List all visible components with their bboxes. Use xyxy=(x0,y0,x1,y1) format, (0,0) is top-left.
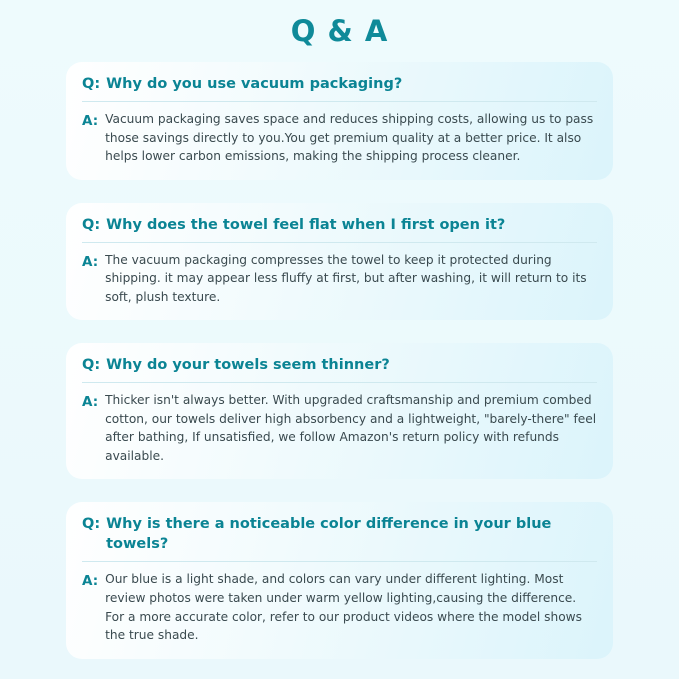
question-text: Why does the towel feel flat when I first open it? xyxy=(106,216,506,233)
question-prefix: Q: xyxy=(82,516,101,533)
faq-item xyxy=(66,343,613,479)
faq-item xyxy=(66,62,613,180)
answer-prefix: A: xyxy=(82,394,99,411)
faq-divider xyxy=(82,242,597,243)
question-text: Why do you use vacuum packaging? xyxy=(106,76,403,92)
faq-answer-row xyxy=(82,391,597,465)
faq-question-row xyxy=(82,514,597,561)
question-prefix: Q: xyxy=(82,216,101,233)
question-prefix: Q: xyxy=(82,357,101,374)
faq-divider xyxy=(82,561,597,562)
answer-text: Our blue is a light shade, and colors can vary under different lighting. Most review photos were taken under warm yellow lighting,causing the difference. For a more accurate color, refer to our product videos where the model shows the true shade. xyxy=(105,572,582,643)
question-prefix: Q: xyxy=(82,76,101,92)
faq-question-row xyxy=(82,215,597,242)
faq-answer-row xyxy=(82,570,597,644)
question-text: Why is there a noticeable color difference in your blue towels? xyxy=(106,516,552,553)
faq-item xyxy=(66,502,613,658)
faq-list xyxy=(0,62,679,659)
faq-answer-row xyxy=(82,110,597,166)
faq-divider xyxy=(82,382,597,383)
answer-text: Thicker isn't always better. With upgraded craftsmanship and premium combed cotton, our towels deliver high absorbency and a lightweight, "barely-there" feel after bathing, If unsatisfied, we follow Amazon's return policy with refunds available. xyxy=(105,393,597,463)
faq-divider xyxy=(82,101,597,102)
answer-prefix: A: xyxy=(82,573,99,590)
faq-answer-row xyxy=(82,251,597,307)
question-text: Why do your towels seem thinner? xyxy=(106,357,390,374)
answer-text: Vacuum packaging saves space and reduces shipping costs, allowing us to pass those savings directly to you.You get premium quality at a better price. It also helps lower carbon emissions, making the shipping process cleaner. xyxy=(105,112,594,164)
answer-prefix: A: xyxy=(82,253,99,270)
answer-text: The vacuum packaging compresses the towel to keep it protected during shipping. it may appear less fluffy at first, but after washing, it will return to its soft, plush texture. xyxy=(105,252,587,304)
faq-question-row xyxy=(82,355,597,382)
page-title: Q & A xyxy=(290,14,389,48)
faq-question-row xyxy=(82,74,597,101)
faq-item xyxy=(66,203,613,321)
answer-prefix: A: xyxy=(82,113,99,129)
